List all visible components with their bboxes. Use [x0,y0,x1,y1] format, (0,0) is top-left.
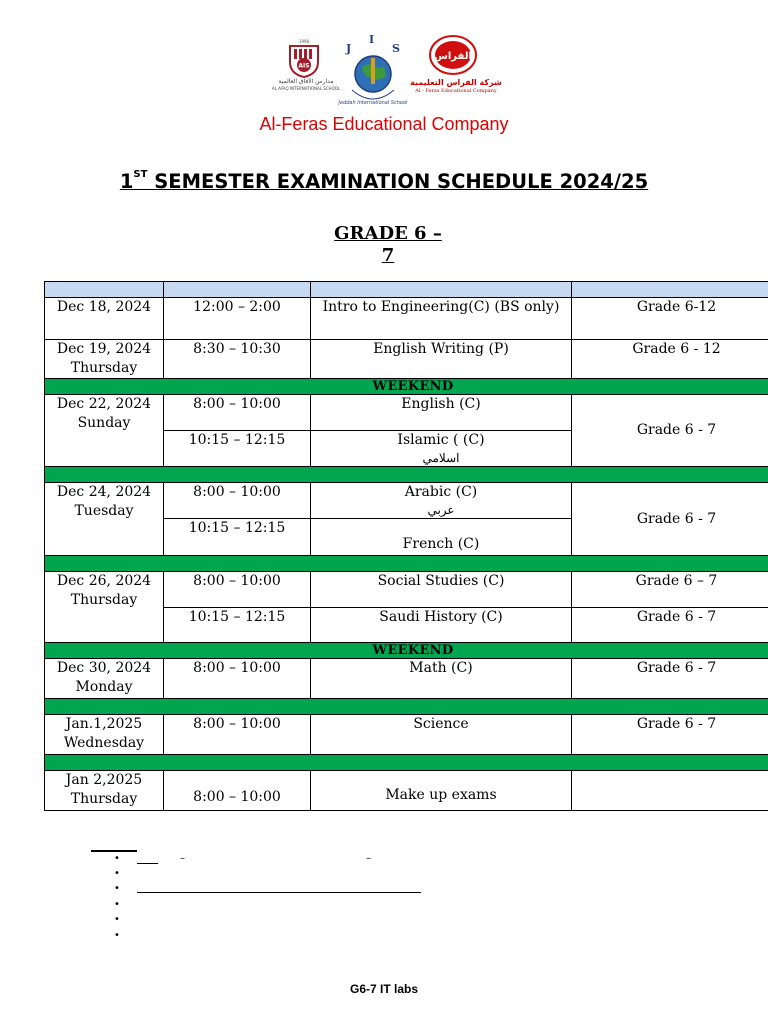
exam-subject: Saudi History (C) [311,608,572,643]
exam-date: Dec 18, 2024 [45,298,164,340]
svg-text:S: S [392,42,400,55]
exam-time: 8:00 – 10:00 [164,483,311,519]
weekend-row [45,379,768,395]
separator-row [45,699,768,715]
exam-subject: English Writing (P) [311,340,572,379]
weekend-row [45,643,768,659]
grade-heading: GRADE 6 – 7 [334,223,442,266]
exam-grade: Grade 6 - 7 [572,608,768,643]
bullet: • [114,868,120,879]
table-row [45,395,768,431]
note-rule [91,850,137,852]
exam-time: 8:00 – 10:00 [164,395,311,431]
exam-subject: English (C) [311,395,572,431]
bullet: • [114,930,120,941]
logo-strip [0,28,768,108]
separator-row [45,755,768,771]
exam-time: 10:15 – 12:15 [164,519,311,556]
exam-date: Dec 24, 2024 Tuesday [45,483,164,556]
exam-subject: Make up exams [311,771,572,811]
ais-logo-caption: مدارس الآفاق العالمية AL AFAQ INTERNATIONAL SCHOOL [271,78,341,91]
exam-date: Dec 22, 2024 Sunday [45,395,164,467]
company-name: Al-Feras Educational Company [259,114,509,134]
exam-date: Jan.1,2025 Wednesday [45,715,164,755]
note-dash: – [180,853,185,864]
exam-subject: French (C) [311,519,572,556]
separator-row [45,556,768,572]
svg-text:1998: 1998 [298,39,310,44]
feras-logo-caption: شركة الفراس التعليمية Al - Feras Educational Company [410,78,502,94]
exam-subject: Social Studies (C) [311,572,572,608]
bullet: • [114,853,120,864]
note-rule [137,863,158,864]
exam-grade: Grade 6 - 12 [572,340,768,379]
svg-text:الفراس: الفراس [434,51,472,62]
exam-date: Dec 30, 2024 Monday [45,659,164,699]
exam-subject: Arabic (C) عربي [311,483,572,519]
ais-shield-icon [284,38,324,78]
exam-grade: Grade 6 - 7 [572,483,768,556]
table-row [45,771,768,811]
exam-date: Jan 2,2025 Thursday [45,771,164,811]
exam-schedule-table [44,281,768,811]
svg-text:I: I [369,33,375,46]
exam-time: 8:00 – 10:00 [164,659,311,699]
svg-text:J: J [346,42,352,55]
svg-text:Jeddah International School: Jeddah International School [338,100,408,106]
separator-row [45,467,768,483]
exam-grade: Grade 6 - 7 [572,395,768,467]
exam-date: Dec 19, 2024 Thursday [45,340,164,379]
exam-grade: Grade 6 – 7 [572,572,768,608]
weekend-label: WEEKEND [45,643,768,659]
table-header-row [45,282,768,298]
bullet: • [114,883,120,894]
exam-date: Dec 26, 2024 Thursday [45,572,164,643]
exam-subject: Islamic ( (C) اسلامي [311,431,572,467]
table-row [45,340,768,379]
bullet: • [114,914,120,925]
page-title: 1ST SEMESTER EXAMINATION SCHEDULE 2024/25 [119,169,649,193]
exam-time: 8:30 – 10:30 [164,340,311,379]
svg-text:AIS: AIS [298,62,310,70]
exam-subject: Intro to Engineering(C) (BS only) [311,298,572,340]
table-row [45,298,768,340]
exam-grade: Grade 6-12 [572,298,768,340]
exam-time: 10:15 – 12:15 [164,608,311,643]
exam-grade [572,771,768,811]
footer-note: G6-7 IT labs [349,982,419,996]
table-row [45,483,768,519]
exam-grade: Grade 6 - 7 [572,715,768,755]
table-row [45,659,768,699]
exam-time: 10:15 – 12:15 [164,431,311,467]
exam-time: 8:00 – 10:00 [164,715,311,755]
jis-globe-icon [338,32,408,112]
exam-time: 12:00 – 2:00 [164,298,311,340]
exam-subject: Math (C) [311,659,572,699]
feras-logo [412,34,502,104]
bullet: • [114,899,120,910]
feras-seal-icon [428,34,478,76]
ais-logo [271,38,341,108]
note-dash: – [366,853,371,864]
note-rule [137,892,421,893]
weekend-label: WEEKEND [45,379,768,395]
exam-time: 8:00 – 10:00 [164,771,311,811]
notes-list [0,850,768,950]
exam-grade: Grade 6 - 7 [572,659,768,699]
table-row [45,572,768,608]
jis-logo [338,32,408,112]
exam-time: 8:00 – 10:00 [164,572,311,608]
table-row [45,715,768,755]
exam-subject: Science [311,715,572,755]
